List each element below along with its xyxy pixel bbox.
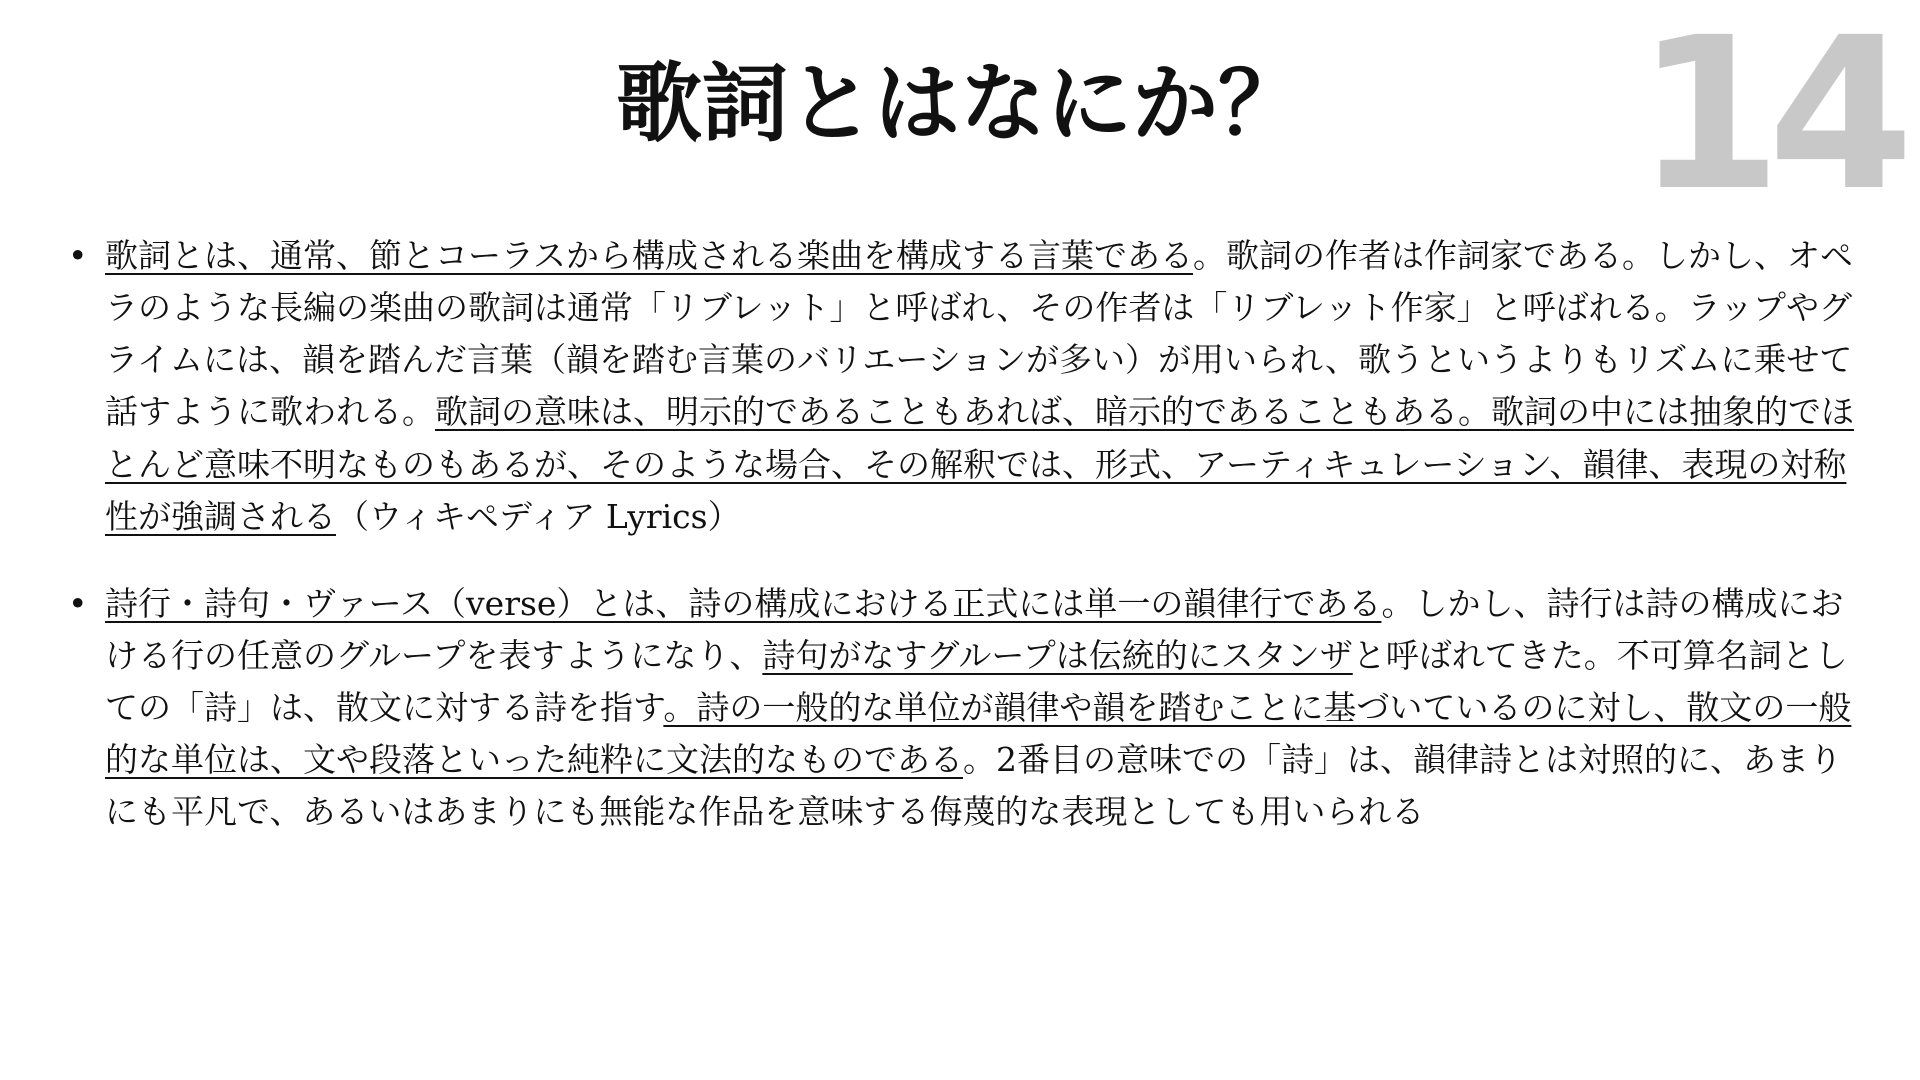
text-segment-underlined: 。詩の一般的な単位が韻律や韻を踏むことに基づいているのに対し、散文の一般的な単位は、文や段落といった純粋に文法的なものである: [105, 688, 1852, 780]
text-segment-underlined: 歌詞とは、通常、節とコーラスから構成される楽曲を構成する言葉である: [105, 236, 1194, 275]
text-segment-underlined: 歌詞の意味は、明示的であることもあれば、暗示的であることもある。歌詞の中には抽象的でほとんど意味不明なものもあるが、そのような場合、その解釈では、形式、アーティキュレーション、韻律、表現の対称性が強調される: [105, 392, 1854, 536]
citation: （ウィキペディア Lyrics）: [336, 496, 741, 536]
page-number: 14: [1635, 0, 1900, 237]
text-segment-underlined: 詩行・詩句・ヴァース（verse）とは、詩の構成における正式には単一の韻律行である: [105, 583, 1382, 623]
bullet-item-lyrics: [60, 230, 1860, 543]
bullet-dot-icon: •: [68, 583, 88, 623]
slide-title: 歌詞とはなにか？: [616, 53, 1304, 154]
bullet-item-verse: [60, 578, 1860, 839]
text-segment: 。歌詞の作者は作詞家である。しかし、オペラのような長編の楽曲の歌詞は通常「リブレット」と呼ばれ、その作者は「リブレット作家」と呼ばれる。ラップやグライムには、韻を踏んだ言葉（韻を踏む言葉のバリエーションが多い）が用いられ、歌うというよりもリズムに乗せて話すように歌われる。: [105, 236, 1854, 432]
bullet-list: [60, 230, 1860, 873]
text-segment: と呼ばれてきた。不可算名詞としての「詩」は、散文に対する詩を指す: [105, 635, 1848, 727]
bullet-dot-icon: •: [68, 236, 88, 275]
text-segment: 。しかし、詩行は詩の構成における行の任意のグループを表すようになり、: [105, 583, 1844, 675]
text-segment: 。2番目の意味での「詩」は、韻律詩とは対照的に、あまりにも平凡で、あるいはあまりにも無能な作品を意味する侮蔑的な表現としても用いられる: [105, 740, 1842, 832]
text-segment-underlined: 詩句がなすグループは伝統的にスタンザ: [762, 635, 1353, 675]
